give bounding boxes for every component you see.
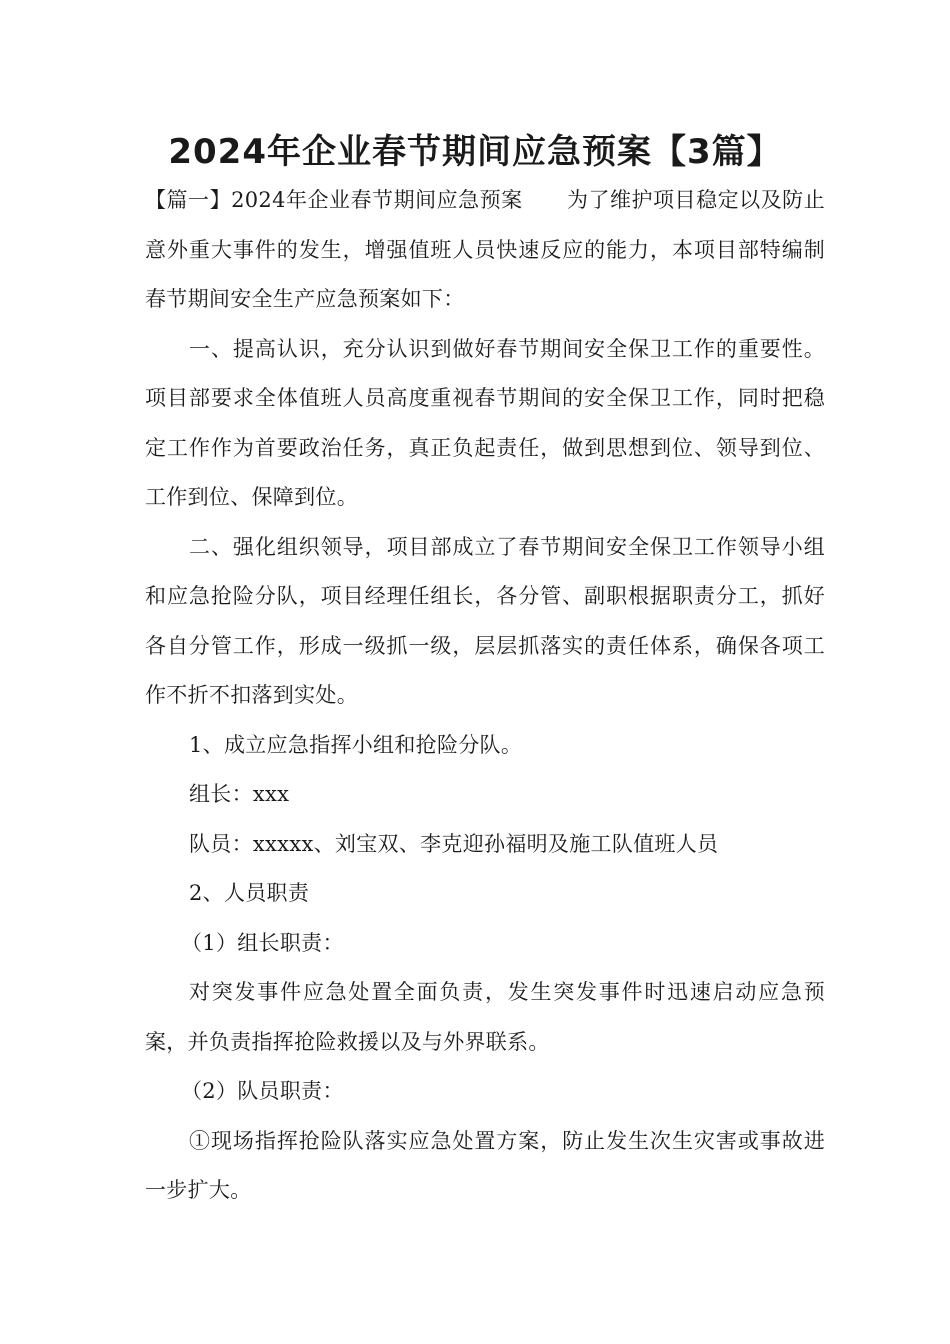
paragraph-leader-duties: 对突发事件应急处置全面负责，发生突发事件时迅速启动应急预案，并负责指挥抢险救援以及与外界联系。 — [145, 980, 825, 1054]
paragraph-member-duties-heading: （2）队员职责： — [181, 1079, 344, 1103]
paragraph-duties-heading: 2、人员职责 — [189, 881, 310, 905]
document-body — [145, 176, 825, 1216]
intro-text: 为了维护项目稳定以及防止意外重大事件的发生，增强值班人员快速反应的能力，本项目部特编制春节期间安全生产应急预案如下： — [145, 188, 825, 311]
intro-paragraph — [145, 176, 825, 325]
paragraph-form-team: 1、成立应急指挥小组和抢险分队。 — [189, 732, 523, 757]
paragraph-team-leader: 组长：xxx — [189, 782, 290, 806]
paragraph-raise-awareness: 一、提高认识，充分认识到做好春节期间安全保卫工作的重要性。项目部要求全体值班人员高度重视春节期间的安全保卫工作，同时把稳定工作作为首要政治任务，真正负起责任，做到思想到位、领导到位、工作到位、保障到位。 — [145, 336, 825, 509]
document-title: 2024年企业春节期间应急预案【3篇】 — [168, 132, 782, 172]
paragraph-team-members: 队员：xxxxx、刘宝双、李克迎孙福明及施工队值班人员 — [189, 831, 719, 856]
section-heading: 【篇一】2024年企业春节期间应急预案 — [145, 188, 523, 212]
paragraph-strengthen-leadership: 二、强化组织领导，项目部成立了春节期间安全保卫工作领导小组和应急抢险分队，项目经理任组长，各分管、副职根据职责分工，抓好各自分管工作，形成一级抓一级，层层抓落实的责任体系，确保各项工作不折不扣落到实处。 — [145, 534, 825, 707]
paragraph-leader-duties-heading: （1）组长职责： — [181, 930, 344, 955]
paragraph-member-duty-1: ①现场指挥抢险队落实应急处置方案，防止发生次生灾害或事故进一步扩大。 — [145, 1128, 825, 1202]
